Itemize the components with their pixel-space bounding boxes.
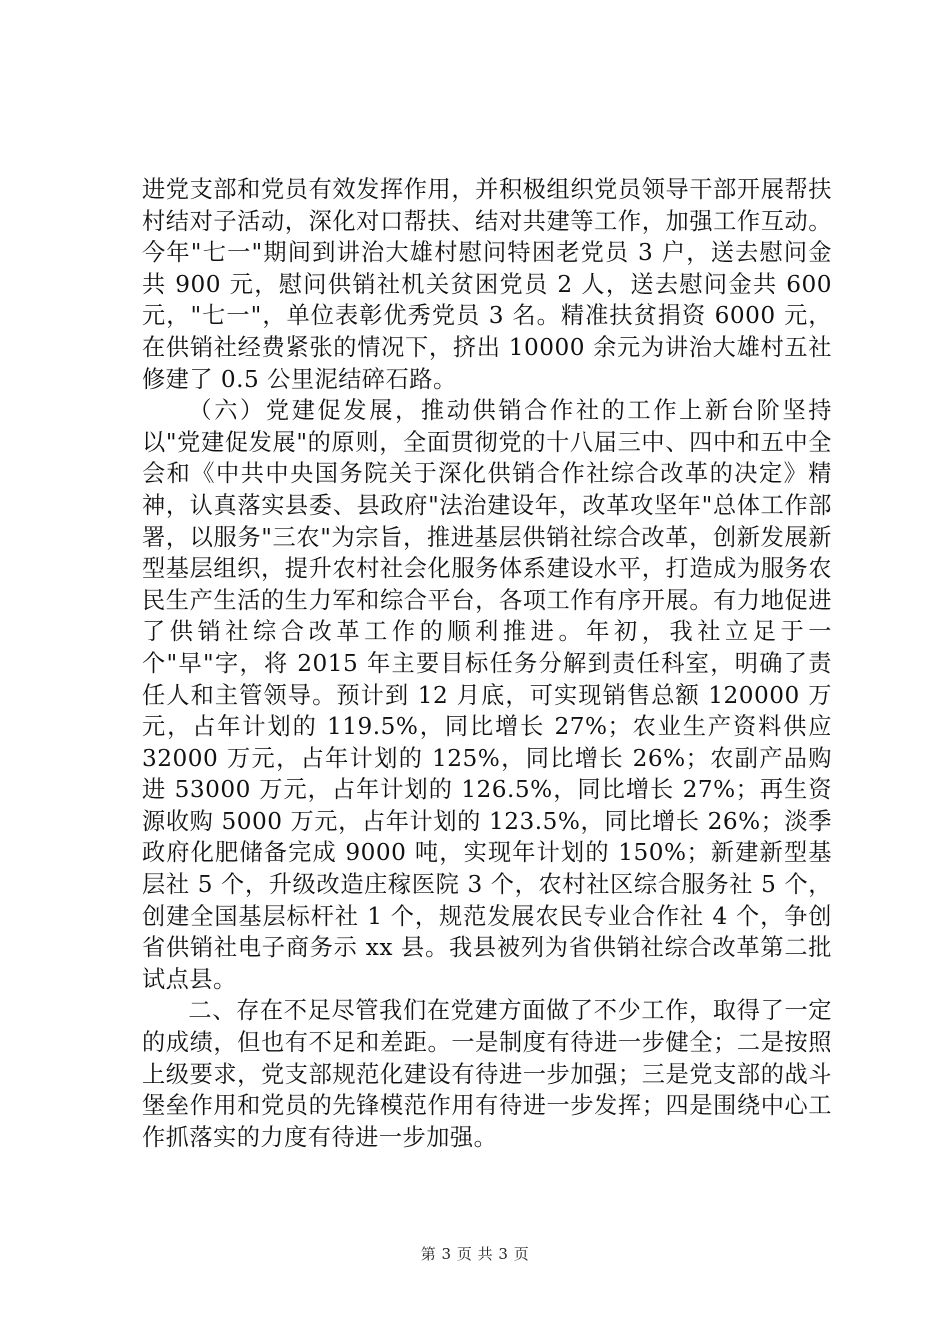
- paragraph-shortcomings: 二、存在不足尽管我们在党建方面做了不少工作，取得了一定的成绩，但也有不足和差距。一是制度有待进一步健全；二是按照上级要求，党支部规范化建设有待进一步加强；三是党支部的战斗堡垒作用和党员的先锋模范作用有待进一步发挥；四是围绕中心工作抓落实的力度有待进一步加强。: [142, 997, 832, 1151]
- page-footer: 第 3 页 共 3 页: [420, 1245, 530, 1263]
- paragraph-continuation: 进党支部和党员有效发挥作用，并积极组织党员领导干部开展帮扶村结对子活动，深化对口帮扶、结对共建等工作，加强工作互动。今年"七一"期间到讲治大雄村慰问特困老党员 3 户，送去慰问金共 900 元，慰问供销社机关贫困党员 2 人，送去慰问金共 600 元，"七一"，单位表彰优秀党员 3 名。精准扶贫捐资 6000 元，在供销社经费紧张的情况下，挤出 10000 余元为讲治大雄村五社修建了 0.5 公里泥结碎石路。: [142, 176, 832, 393]
- document-body: [142, 174, 832, 1153]
- paragraph-section-six: （六）党建促发展，推动供销合作社的工作上新台阶坚持以"党建促发展"的原则，全面贯彻党的十八届三中、四中和五中全会和《中共中央国务院关于深化供销合作社综合改革的决定》精神，认真落实县委、县政府"法治建设年，改革攻坚年"总体工作部署，以服务"三农"为宗旨，推进基层供销社综合改革，创新发展新型基层组织，提升农村社会化服务体系建设水平，打造成为服务农民生产生活的生力军和综合平台，各项工作有序开展。有力地促进了供销社综合改革工作的顺利推进。年初，我社立足于一个"早"字，将 2015 年主要目标任务分解到责任科室，明确了责任人和主管领导。预计到 12 月底，可实现销售总额 120000 万元，占年计划的 119.5%，同比增长 27%；农业生产资料供应 32000 万元，占年计划的 125%，同比增长 26%；农副产品购进 53000 万元，占年计划的 126.5%，同比增长 27%；再生资源收购 5000 万元，占年计划的 123.5%，同比增长 26%；淡季政府化肥储备完成 9000 吨，实现年计划的 150%；新建新型基层社 5 个，升级改造庄稼医院 3 个，农村社区综合服务社 5 个，创建全国基层标杆社 1 个，规范发展农民专业合作社 4 个，争创省供销社电子商务示 xx 县。我县被列为省供销社综合改革第二批试点县。: [142, 397, 832, 993]
